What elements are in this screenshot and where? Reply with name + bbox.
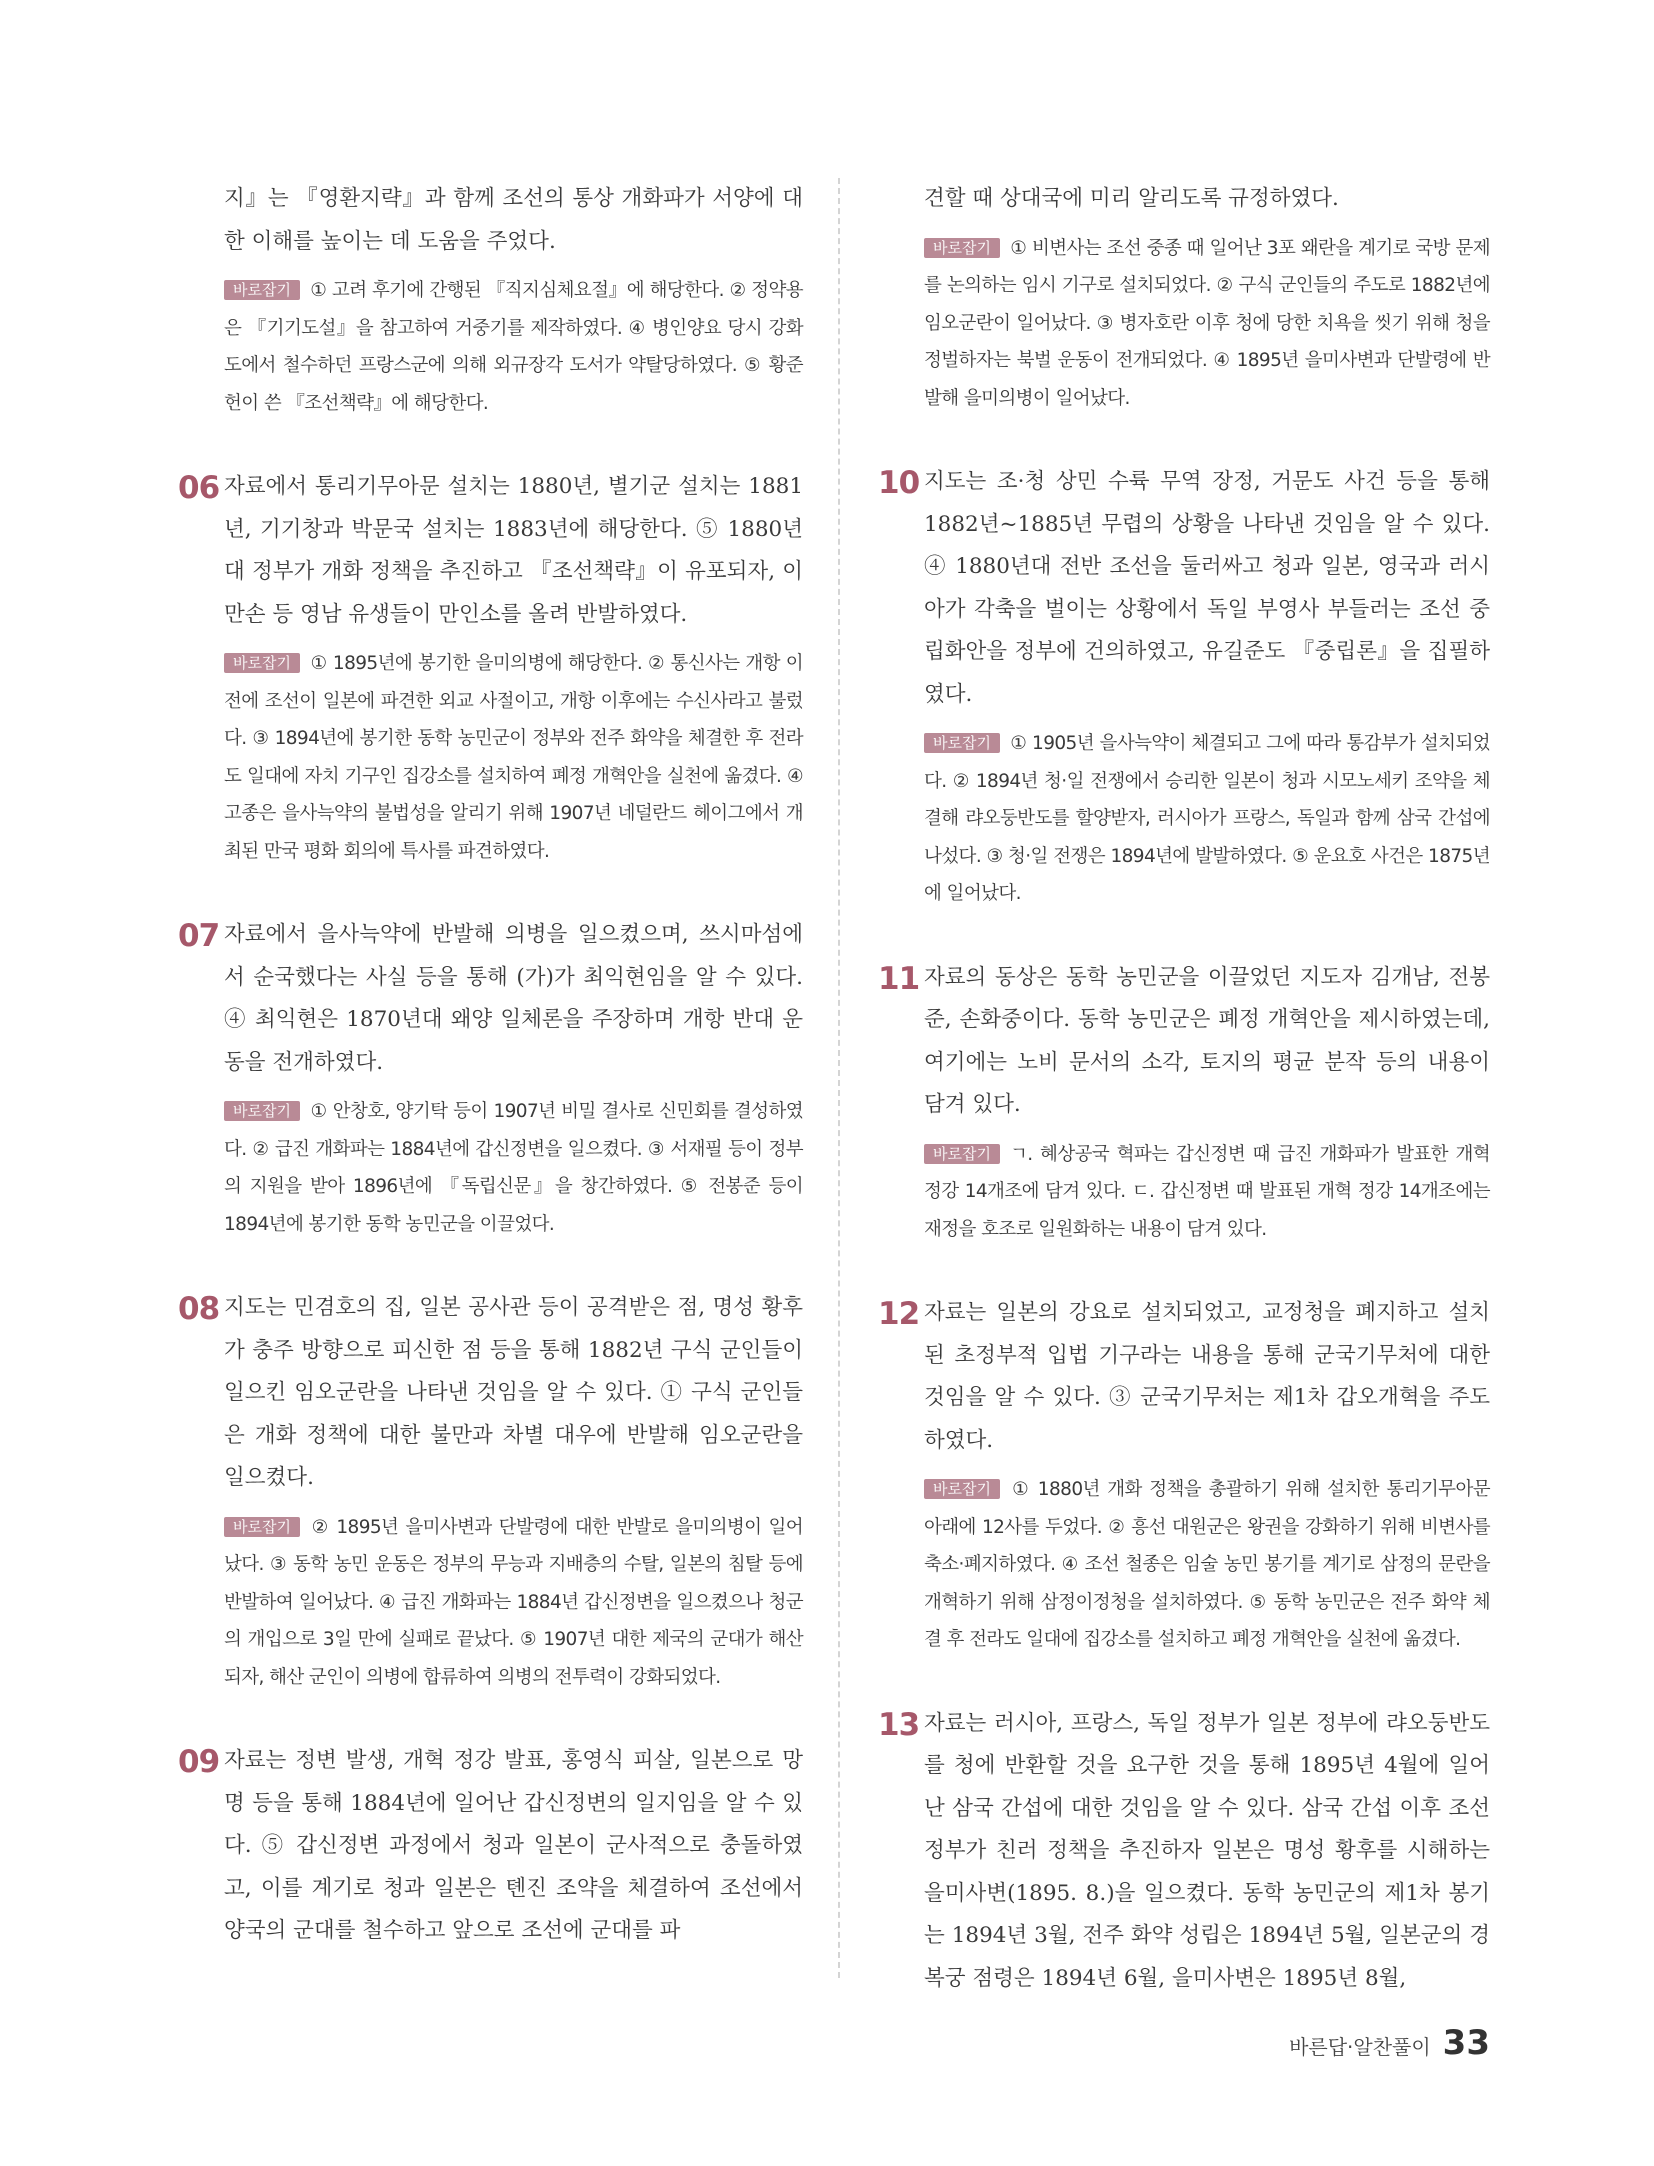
question-number: 09	[178, 1744, 220, 1780]
right-column	[878, 178, 1490, 2000]
page-footer	[1289, 2023, 1490, 2063]
correction-badge: 바로잡기	[224, 280, 300, 300]
correction-badge: 바로잡기	[224, 1101, 300, 1121]
correction-note	[224, 1509, 803, 1697]
left-column	[178, 178, 803, 1953]
correction-text: ① 1905년 을사늑약이 체결되고 그에 따라 통감부가 설치되었다. ② 1894년 청·일 전쟁에서 승리한 일본이 청과 시모노세키 조약을 체결해 랴오둥반도를 할양받자, 러시아가 프랑스, 독일과 함께 삼국 간섭에 나섰다. ③ 청·일 전쟁은 1894년에 발발하였다. ⑤ 운요호 사건은 1875년에 일어났다.	[924, 733, 1490, 904]
correction-text: ① 비변사는 조선 중종 때 일어난 3포 왜란을 계기로 국방 문제를 논의하는 임시 기구로 설치되었다. ② 구식 군인들의 주도로 1882년에 임오군란이 일어났다. ③ 병자호란 이후 청에 당한 치욕을 씻기 위해 청을 정벌하자는 북벌 운동이 전개되었다. ④ 1895년 을미사변과 단발령에 반발해 을미의병이 일어났다.	[924, 237, 1490, 409]
page-number: 33	[1442, 2023, 1490, 2063]
correction-badge: 바로잡기	[224, 1517, 300, 1537]
question-number: 07	[178, 918, 220, 954]
correction-note	[924, 230, 1490, 418]
answer-text: 자료에서 통리기무아문 설치는 1880년, 별기군 설치는 1881년, 기기창과 박문국 설치는 1883년에 해당한다. ⑤ 1880년대 정부가 개화 정책을 추진하고 『조선책략』이 유포되자, 이만손 등 영남 유생들이 만인소를 올려 반발하였다.	[224, 474, 803, 627]
correction-badge: 바로잡기	[924, 1144, 1000, 1164]
answer-11	[878, 957, 1490, 1249]
correction-note	[224, 1093, 803, 1243]
correction-note	[224, 272, 803, 422]
correction-note	[924, 725, 1490, 913]
question-number: 11	[878, 960, 920, 997]
correction-note	[924, 1136, 1490, 1249]
correction-badge: 바로잡기	[924, 1479, 1000, 1499]
answer-text: 지』는 『영환지략』과 함께 조선의 통상 개화파가 서양에 대한 이해를 높이는 데 도움을 주었다.	[224, 186, 803, 254]
answer-10	[878, 461, 1490, 913]
answer-text: 자료에서 을사늑약에 반발해 의병을 일으켰으며, 쓰시마섬에서 순국했다는 사실 등을 통해 (가)가 최익현임을 알 수 있다. ④ 최익현은 1870년대 왜양 일체론을 주장하며 개항 반대 운동을 전개하였다.	[224, 922, 803, 1075]
correction-text: ① 고려 후기에 간행된 『직지심체요절』에 해당한다. ② 정약용은 『기기도설』을 참고하여 거중기를 제작하였다. ④ 병인양요 당시 강화도에서 철수하던 프랑스군에 의해 외규장각 도서가 약탈당하였다. ⑤ 황준헌이 쓴 『조선책략』에 해당한다.	[224, 280, 803, 414]
correction-note	[924, 1471, 1490, 1659]
question-number: 10	[878, 465, 920, 501]
question-number: 12	[878, 1296, 920, 1332]
answer-text: 자료는 정변 발생, 개혁 정강 발표, 홍영식 피살, 일본으로 망명 등을 통해 1884년에 일어난 갑신정변의 일지임을 알 수 있다. ⑤ 갑신정변 과정에서 청과 일본이 군사적으로 충돌하였고, 이를 계기로 청과 일본은 톈진 조약을 체결하여 조선에서 양국의 군대를 철수하고 앞으로 조선에 군대를 파	[224, 1748, 803, 1943]
correction-badge: 바로잡기	[924, 733, 1000, 753]
column-divider	[838, 178, 840, 1978]
correction-text: ① 1895년에 봉기한 을미의병에 해당한다. ② 통신사는 개항 이전에 조선이 일본에 파견한 외교 사절이고, 개항 이후에는 수신사라고 불렀다. ③ 1894년에 봉기한 동학 농민군이 정부와 전주 화약을 체결한 후 전라도 일대에 자치 기구인 집강소를 설치하여 폐정 개혁안을 실천에 옮겼다. ④ 고종은 을사늑약의 불법성을 알리기 위해 1907년 네덜란드 헤이그에서 개최된 만국 평화 회의에 특사를 파견하였다.	[224, 653, 803, 862]
correction-text: ㄱ. 혜상공국 혁파는 갑신정변 때 급진 개화파가 발표한 개혁 정강 14개조에 담겨 있다. ㄷ. 갑신정변 때 발표된 개혁 정강 14개조에는 재정을 호조로 일원화하는 내용이 담겨 있다.	[924, 1143, 1490, 1240]
answer-text: 자료는 러시아, 프랑스, 독일 정부가 일본 정부에 랴오둥반도를 청에 반환할 것을 요구한 것을 통해 1895년 4월에 일어난 삼국 간섭에 대한 것임을 알 수 있다. 삼국 간섭 이후 조선 정부가 친러 정책을 추진하자 일본은 명성 황후를 시해하는 을미사변(1895. 8.)을 일으켰다. 동학 농민군의 제1차 봉기는 1894년 3월, 전주 화약 성립은 1894년 5월, 일본군의 경복궁 점령은 1894년 6월, 을미사변은 1895년 8월,	[924, 1710, 1490, 1991]
question-number: 08	[178, 1291, 220, 1327]
answer-06	[178, 466, 803, 870]
answer-text: 자료는 일본의 강요로 설치되었고, 교정청을 폐지하고 설치된 초정부적 입법 기구라는 내용을 통해 군국기무처에 대한 것임을 알 수 있다. ③ 군국기무처는 제1차 갑오개혁을 주도하였다.	[924, 1300, 1490, 1453]
answer-text: 자료의 동상은 동학 농민군을 이끌었던 지도자 김개남, 전봉준, 손화중이다. 동학 농민군은 폐정 개혁안을 제시하였는데, 여기에는 노비 문서의 소각, 토지의 평균 분작 등의 내용이 담겨 있다.	[924, 964, 1490, 1117]
continued-answer	[878, 178, 1490, 417]
answer-text: 지도는 조·청 상민 수륙 무역 장정, 거문도 사건 등을 통해 1882년~1885년 무렵의 상황을 나타낸 것임을 알 수 있다. ④ 1880년대 전반 조선을 둘러싸고 청과 일본, 영국과 러시아가 각축을 벌이는 상황에서 독일 부영사 부들러는 조선 중립화안을 정부에 건의하였고, 유길준도 『중립론』을 집필하였다.	[924, 469, 1490, 707]
footer-label: 바른답·알찬풀이	[1289, 2035, 1431, 2059]
answer-07	[178, 914, 803, 1243]
question-number: 06	[178, 470, 220, 506]
question-number: 13	[878, 1706, 920, 1743]
answer-08	[178, 1287, 803, 1696]
correction-note	[224, 645, 803, 870]
answer-text: 견할 때 상대국에 미리 알리도록 규정하였다.	[924, 186, 1339, 211]
correction-text: ① 1880년 개화 정책을 총괄하기 위해 설치한 통리기무아문 아래에 12사를 두었다. ② 흥선 대원군은 왕권을 강화하기 위해 비변사를 축소·폐지하였다. ④ 조선 철종은 임술 농민 봉기를 계기로 삼정의 문란을 개혁하기 위해 삼정이정청을 설치하였다. ⑤ 동학 농민군은 전주 화약 체결 후 전라도 일대에 집강소를 설치하고 폐정 개혁안을 실천에 옮겼다.	[924, 1479, 1490, 1650]
answer-text: 지도는 민겸호의 집, 일본 공사관 등이 공격받은 점, 명성 황후가 충주 방향으로 피신한 점 등을 통해 1882년 구식 군인들이 일으킨 임오군란을 나타낸 것임을 알 수 있다. ① 구식 군인들은 개화 정책에 대한 불만과 차별 대우에 반발해 임오군란을 일으켰다.	[224, 1295, 803, 1490]
correction-badge: 바로잡기	[224, 653, 300, 673]
correction-text: ② 1895년 을미사변과 단발령에 대한 반발로 을미의병이 일어났다. ③ 동학 농민 운동은 정부의 무능과 지배층의 수탈, 일본의 침탈 등에 반발하여 일어났다. ④ 급진 개화파는 1884년 갑신정변을 일으켰으나 청군의 개입으로 3일 만에 실패로 끝났다. ⑤ 1907년 대한 제국의 군대가 해산되자, 해산 군인이 의병에 합류하여 의병의 전투력이 강화되었다.	[224, 1516, 803, 1688]
answer-13	[878, 1703, 1490, 2001]
answer-12	[878, 1292, 1490, 1659]
correction-badge: 바로잡기	[924, 238, 1000, 258]
answer-09	[178, 1740, 803, 1953]
correction-text: ① 안창호, 양기탁 등이 1907년 비밀 결사로 신민회를 결성하였다. ② 급진 개화파는 1884년에 갑신정변을 일으켰다. ③ 서재필 등이 정부의 지원을 받아 1896년에 『독립신문』을 창간하였다. ⑤ 전봉준 등이 1894년에 봉기한 동학 농민군을 이끌었다.	[224, 1101, 803, 1235]
continued-answer	[178, 178, 803, 422]
